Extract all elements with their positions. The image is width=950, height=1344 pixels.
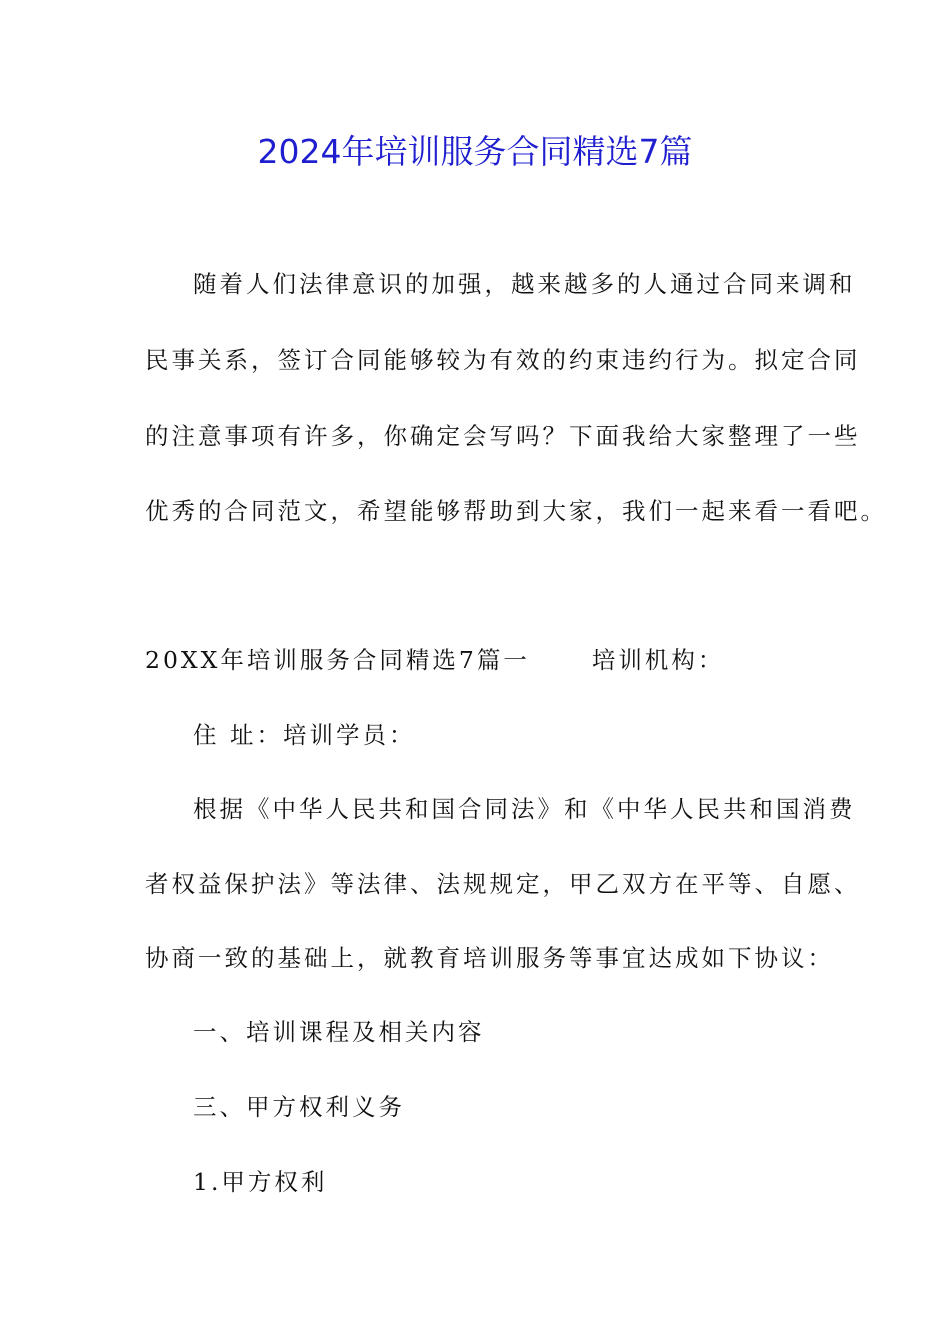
basis-line-1: 根据《中华人民共和国合同法》和《中华人民共和国消费 — [193, 795, 856, 823]
clause-training-courses: 一、培训课程及相关内容 — [193, 1018, 485, 1046]
document-title: 2024年培训服务合同精选7篇 — [257, 132, 693, 171]
section-heading: 20XX年培训服务合同精选7篇一 — [145, 646, 530, 674]
intro-line-4: 优秀的合同范文，希望能够帮助到大家，我们一起来看一看吧。 — [145, 497, 887, 525]
basis-line-3: 协商一致的基础上，就教育培训服务等事宜达成如下协议： — [145, 944, 834, 972]
basis-line-2: 者权益保护法》等法律、法规规定，甲乙双方在平等、自愿、 — [145, 870, 861, 898]
intro-line-1: 随着人们法律意识的加强，越来越多的人通过合同来调和 — [193, 270, 856, 298]
section-heading-row — [145, 644, 724, 676]
intro-line-2: 民事关系，签订合同能够较为有效的约束违约行为。拟定合同 — [145, 346, 861, 374]
clause-party-a-rights: 1.甲方权利 — [193, 1168, 328, 1196]
clause-party-a-rights-duties: 三、甲方权利义务 — [193, 1093, 405, 1121]
intro-line-3: 的注意事项有许多，你确定会写吗？下面我给大家整理了一些 — [145, 422, 861, 450]
address-line: 住 址：培训学员： — [193, 721, 416, 749]
party-institution-label: 培训机构： — [591, 646, 725, 674]
